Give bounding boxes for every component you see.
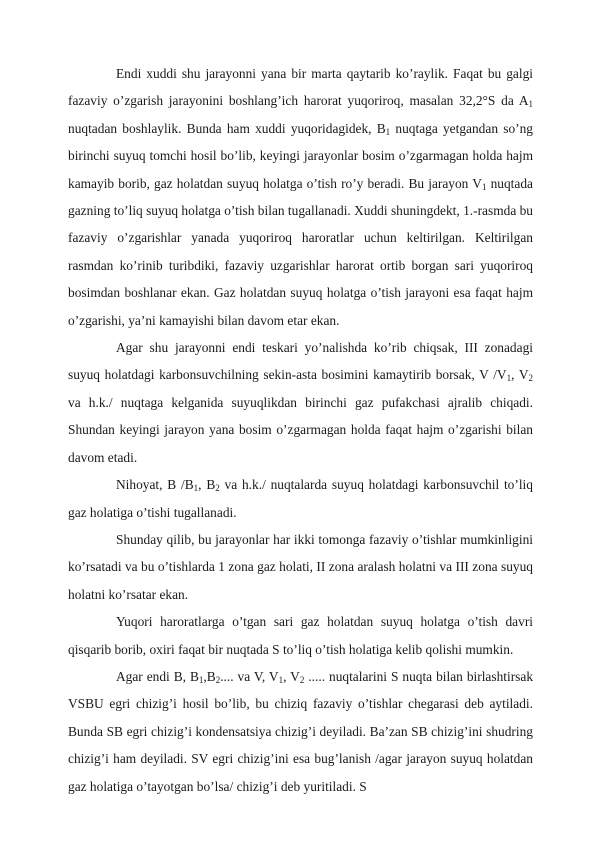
paragraph: Agar endi B, $B_1,B_2$.... va V, $V_1$, $V_2$ ..... nuqtalarini S nuqta bilan birlashtirsak VSBU egri chizig’i hosil bo’lib, bu chiziq fazaviy o’tishlar chegarasi deb aytiladi. Bunda SB egri chizig’i kondensatsiya chizig’i deyiladi. Ba’zan SB chizig’ini shudring chizig’i ham deyiladi. SV egri chizig’ini esa bug’lanish /agar jarayon suyuq holatdan gaz holatiga o’tayotgan bo’lsa/ chizig’i deb yuritiladi. S <box>68 668 534 794</box>
paragraph: Nihoyat, B $/B_1$, $B_2$ va h.k./ nuqtalarda suyuq holatdagi karbonsuvchil to’liq gaz holatiga o’tishi tugallanadi. <box>68 477 533 520</box>
paragraph: Agar shu jarayonni endi teskari yo’nalishda ko’rib chiqsak, III zonadagi suyuq holatdagi karbonsuvchilning sekin-asta bosimini kamaytirib borsak, V $/V_1$, $V_2$ va h.k./ nuqtaga kelganida suyuqlikdan birinchi gaz pufakchasi ajralib chiqadi. Shundan keyingi jarayon yana bosim o’zgarmagan holda faqat hajm o’zgarishi bilan davom etadi. <box>68 340 534 465</box>
paragraph: Shunday qilib, bu jarayonlar har ikki tomonga fazaviy o’tishlar mumkinligini ko’rsatadi va bu o’tishlarda 1 zona gaz holati, II zona aralash holatni va III zona suyuq holatni ko’rsatar ekan. <box>68 531 533 602</box>
paragraph: Endi xuddi shu jarayonni yana bir marta qaytarib ko’raylik. Faqat bu galgi fazaviy o’zgarish jarayonini boshlang’ich harorat yuqoriroq, masalan 32,2°S da $A_1$ nuqtadan boshlaylik. Bunda ham xuddi yuqoridagidek, $B_1$ nuqtaga yetgandan so’ng birinchi suyuq tomchi hosil bo’lib, keyingi jarayonlar bosim o’zgarmagan holda hajm kamayib borib, gaz holatdan suyuq holatga o’tish ro’y beradi. Bu jarayon $V_1$ nuqtada gazning to’liq suyuq holatga o’tish bilan tugallanadi. Xuddi shuningdekt, 1.-rasmda bu fazaviy o’zgarishlar yanada yuqoriroq haroratlar uchun keltirilgan. Keltirilgan rasmdan ko’rinib turibdiki, fazaviy uzgarishlar harorat ortib borgan sari yuqoriroq bosimdan boshlanar ekan. Gaz holatdan suyuq holatga o’tish jarayoni esa faqat hajm o’zgarishi, ya’ni kamayishi bilan davom etar ekan. <box>68 66 534 328</box>
paragraph: Yuqori haroratlarga o’tgan sari gaz holatdan suyuq holatga o’tish davri qisqarib borib, oxiri faqat bir nuqtada S to’liq o’tish holatiga kelib qolishi mumkin. <box>68 614 533 657</box>
